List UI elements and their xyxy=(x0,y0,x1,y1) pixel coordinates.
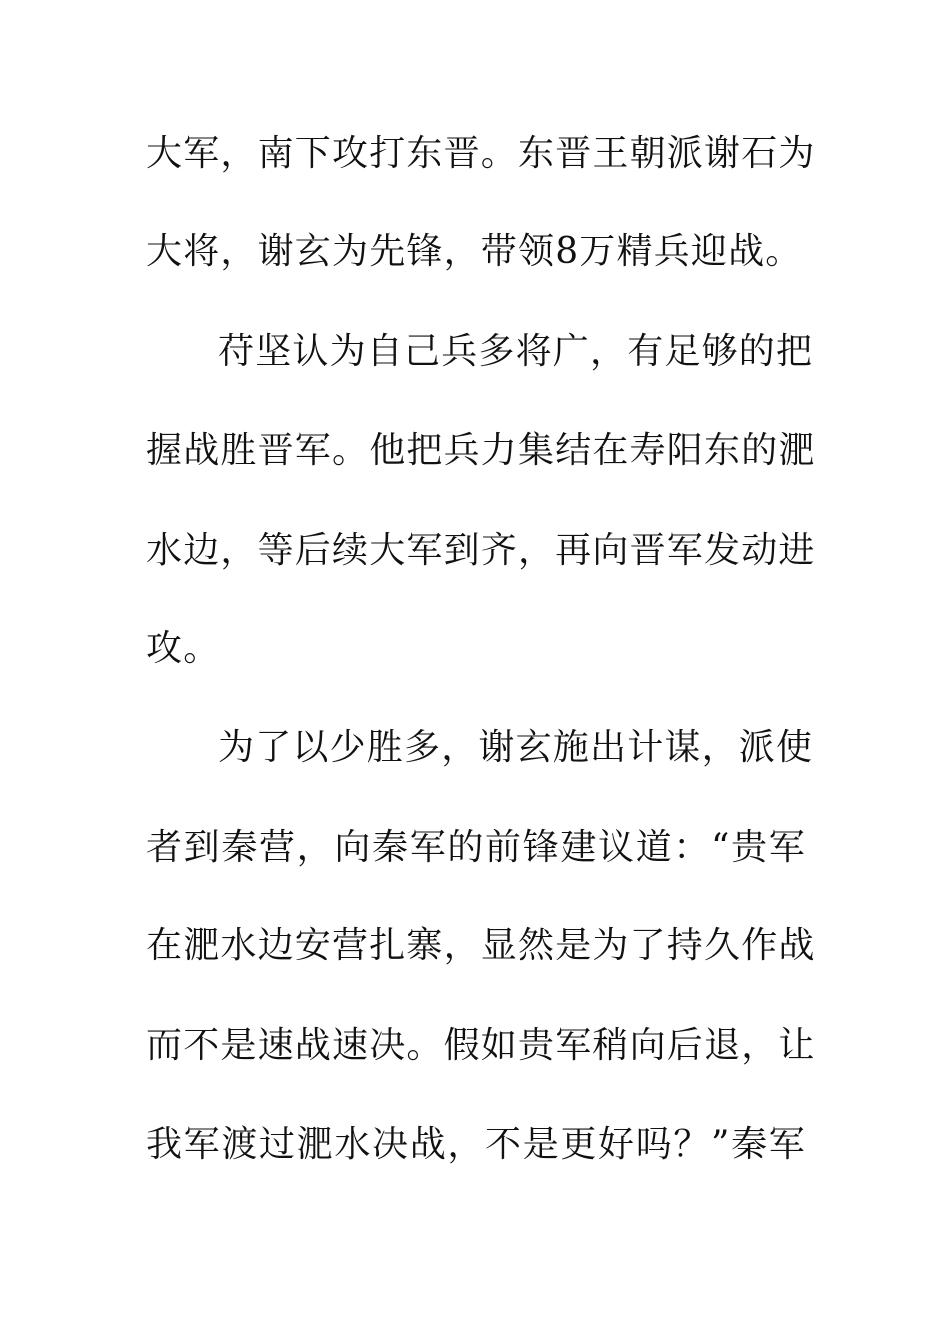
text-line-6: 攻。 xyxy=(146,628,221,669)
text-line-1: 大军，南下攻打东晋。东晋王朝派谢石为 xyxy=(146,133,816,174)
text-line-9: 在淝水边安营扎寨，显然是为了持久作战 xyxy=(146,925,816,966)
text-line-10: 而不是速战速决。假如贵军稍向后退，让 xyxy=(146,1025,816,1066)
text-line-2: 大将，谢玄为先锋，带领8万精兵迎战。 xyxy=(146,231,803,272)
text-line-7: 为了以少胜多，谢玄施出计谋，派使 xyxy=(218,727,814,768)
text-line-11: 我军渡过淝水决战，不是更好吗？”秦军 xyxy=(146,1124,806,1165)
text-line-3: 苻坚认为自己兵多将广，有足够的把 xyxy=(218,331,814,372)
text-line-8: 者到秦营，向秦军的前锋建议道：“贵军 xyxy=(146,827,806,868)
text-line-5: 水边，等后续大军到齐，再向晋军发动进 xyxy=(146,530,816,571)
text-line-4: 握战胜晋军。他把兵力集结在寿阳东的淝 xyxy=(146,430,816,471)
